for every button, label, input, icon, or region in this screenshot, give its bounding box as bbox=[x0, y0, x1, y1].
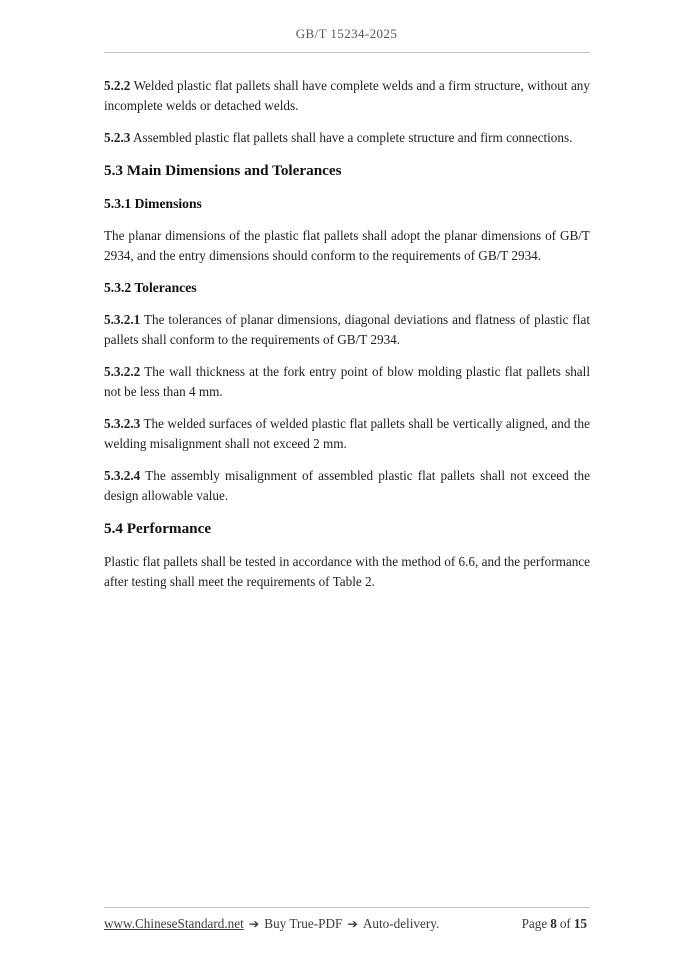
paragraph: 5.2.3 Assembled plastic flat pallets shall have a complete structure and firm connections. bbox=[104, 130, 573, 145]
paragraph: 5.2.2 Welded plastic flat pallets shall have complete welds and a firm structure, without any incomplete welds or detached welds. bbox=[104, 78, 590, 113]
subsection-heading: 5.3.2 Tolerances bbox=[104, 280, 197, 295]
clause-number: 5.2.3 bbox=[104, 130, 131, 145]
paragraph: The planar dimensions of the plastic flat pallets shall adopt the planar dimensions of GB/T 2934, and the entry dimensions should conform to the requirements of GB/T 2934. bbox=[104, 228, 590, 263]
clause-number: 5.3.2.3 bbox=[104, 416, 141, 431]
paragraph: 5.3.2.4 The assembly misalignment of assembled plastic flat pallets shall not exceed the design allowable value. bbox=[104, 468, 590, 503]
clause-number: 5.2.2 bbox=[104, 78, 131, 93]
page-of-label: of bbox=[559, 916, 571, 931]
page-footer bbox=[104, 916, 590, 932]
paragraph: 5.3.2.3 The welded surfaces of welded plastic flat pallets shall be vertically aligned, and the welding misalignment shall not exceed 2 mm. bbox=[104, 416, 590, 451]
subsection-heading: 5.3.1 Dimensions bbox=[104, 196, 202, 211]
section-heading: 5.3 Main Dimensions and Tolerances bbox=[104, 162, 342, 179]
page-total: 15 bbox=[573, 916, 587, 931]
page-indicator bbox=[522, 916, 590, 932]
document-body bbox=[104, 76, 590, 604]
page-label: Page bbox=[521, 916, 548, 931]
footer-divider bbox=[104, 907, 590, 908]
paragraph: 5.3.2.2 The wall thickness at the fork entry point of blow molding plastic flat pallets shall not be less than 4 mm. bbox=[104, 364, 590, 399]
footer-website-link[interactable]: www.ChineseStandard.net bbox=[104, 916, 244, 931]
clause-number: 5.3.2.1 bbox=[104, 312, 141, 327]
paragraph: Plastic flat pallets shall be tested in accordance with the method of 6.6, and the performance after testing shall meet the requirements of Table 2. bbox=[104, 554, 590, 589]
paragraph: 5.3.2.1 The tolerances of planar dimensions, diagonal deviations and flatness of plastic flat pallets shall conform to the requirements of GB/T 2934. bbox=[104, 312, 590, 347]
arrow-right-icon: ➔ bbox=[248, 916, 260, 931]
footer-step-buy: Buy True-PDF bbox=[264, 916, 343, 931]
header-divider bbox=[104, 52, 590, 53]
footer-step-delivery: Auto-delivery. bbox=[362, 916, 440, 931]
arrow-right-icon: ➔ bbox=[347, 916, 358, 931]
footer-info bbox=[104, 916, 439, 932]
page-current: 8 bbox=[550, 916, 557, 931]
clause-number: 5.3.2.4 bbox=[104, 468, 141, 483]
section-heading: 5.4 Performance bbox=[104, 520, 212, 537]
clause-number: 5.3.2.2 bbox=[104, 364, 141, 379]
page-header-doc-number: GB/T 15234-2025 bbox=[295, 26, 398, 41]
